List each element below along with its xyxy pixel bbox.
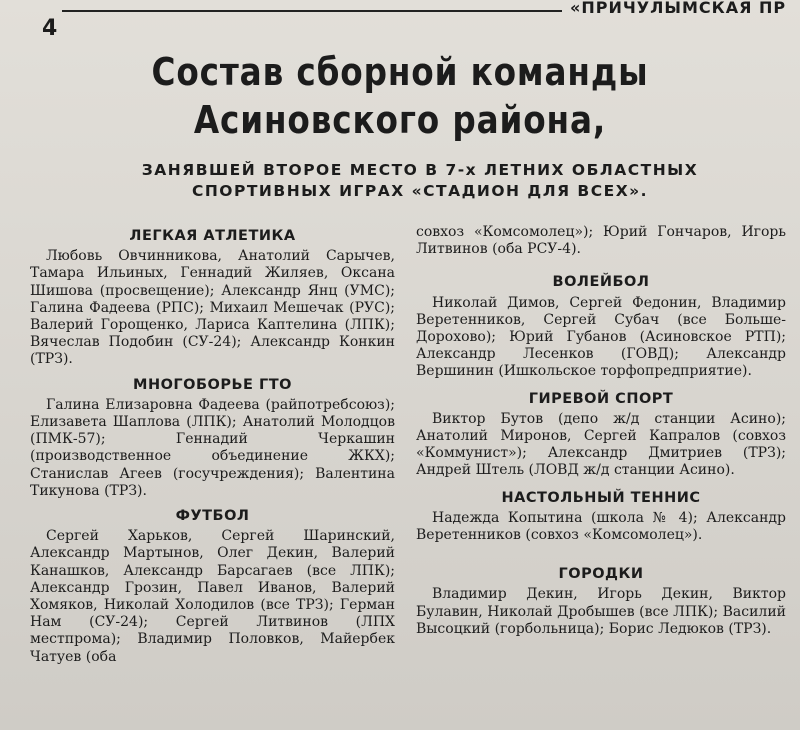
article-subtitle (40, 160, 800, 202)
page-header (0, 0, 800, 40)
article-subtitle-line-1: ЗАНЯВШЕЙ ВТОРОЕ МЕСТО В 7-х ЛЕТНИХ ОБЛАСТНЫХ (141, 161, 699, 179)
section-text-football: Сергей Харьков, Сергей Шаринский, Александр Мартынов, Олег Декин, Валерий Канашков, Александр Барсагаев (все ЛПК); Александр Грозин, Павел Иванов, Валерий Хомяков, Николай Холодилов (все ТРЗ); Герман Нам (СУ-24); Сергей Литвинов (ЛПХ местпрома); Владимир Половков, Майербек Чатуев (оба (30, 528, 395, 665)
section-text-volleyball: Николай Димов, Сергей Федонин, Владимир Веретенников, Сергей Субач (все Больше-Дорохово); Юрий Губанов (Асиновское РТП); Александр Лесенков (ГОВД); Александр Вершинин (Ишкольское торфопредприятие). (416, 294, 786, 380)
right-column (416, 224, 786, 642)
section-title-athletics: ЛЕГКАЯ АТЛЕТИКА (129, 228, 296, 244)
section-title-gto: МНОГОБОРЬЕ ГТО (133, 376, 292, 393)
section-text-table-tennis: Надежда Копытина (школа № 4); Александр Веретенников (совхоз «Комсомолец»). (416, 509, 786, 544)
section-text-gorodki: Владимир Декин, Игорь Декин, Виктор Булавин, Николай Дробышев (все ЛПК); Василий Высоцкий (горбольница); Борис Ледюков (ТРЗ). (416, 586, 786, 637)
section-title-football: ФУТБОЛ (175, 508, 250, 525)
section-title-kettlebell: ГИРЕВОЙ СПОРТ (528, 390, 674, 407)
left-column (30, 224, 395, 670)
section-text-gto: Галина Елизаровна Фадеева (райпотребсоюз); Елизавета Шаплова (ЛПК); Анатолий Молодцов (ПМК-57); Геннадий Черкашин (производственное объединение ЖКХ); Станислав Агеев (госучреждения); Валентина Тикунова (ТРЗ). (30, 396, 395, 499)
section-title-gorodki: ГОРОДКИ (558, 566, 644, 583)
section-text-athletics: Любовь Овчинникова, Анатолий Сарычев, Тамара Ильиных, Геннадий Жиляев, Оксана Шишова (просвещение); Александр Янц (УМС); Галина Фадеева (РПС); Михаил Мешечак (РУС); Валерий Горощенко, Лариса Каптелина (ЛПК); Вячеслав Подобин (СУ-24); Александр Конкин (ТРЗ). (30, 248, 395, 368)
page-number: 4 (42, 16, 58, 41)
section-title-table-tennis: НАСТОЛЬНЫЙ ТЕННИС (501, 489, 701, 506)
header-rule (62, 10, 562, 12)
section-title-volleyball: ВОЛЕЙБОЛ (552, 274, 650, 291)
article-subtitle-line-2: СПОРТИВНЫХ ИГРАХ «СТАДИОН ДЛЯ ВСЕХ». (191, 182, 649, 200)
article-title-line-1: Состав сборной команды (151, 50, 649, 94)
article-title (56, 48, 744, 144)
section-text-football-continuation: совхоз «Комсомолец»); Юрий Гончаров, Игорь Литвинов (оба РСУ-4). (416, 224, 786, 258)
section-text-kettlebell: Виктор Бутов (депо ж/д станции Асино); Анатолий Миронов, Сергей Капралов (совхоз «Коммунист»); Александр Дмитриев (ТРЗ); Андрей Штель (ЛОВД ж/д станции Асино). (416, 410, 786, 479)
running-head: «ПРИЧУЛЫМСКАЯ ПР (570, 0, 787, 17)
article-title-line-2: Асиновского района, (193, 98, 607, 142)
